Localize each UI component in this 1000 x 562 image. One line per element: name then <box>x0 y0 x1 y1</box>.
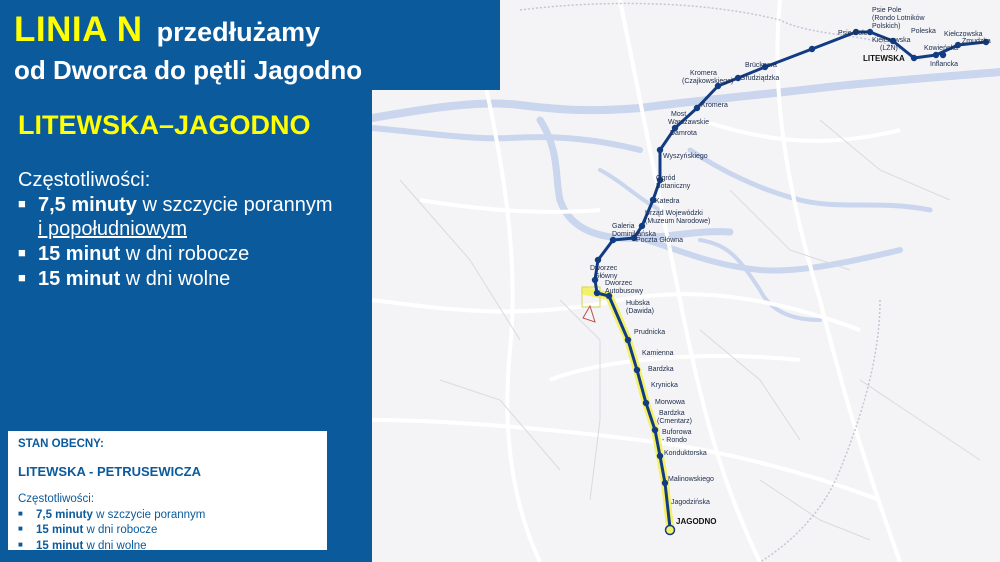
stop-marker <box>595 257 601 263</box>
label-polesha: Poleska <box>911 28 936 35</box>
label-most-warszawskie: Most Warszawskie <box>668 111 709 126</box>
label-hubska: Hubska (Dawida) <box>626 300 655 315</box>
label-kromera: Kromera <box>701 102 728 109</box>
label-dworzec-glowny: Dworzec Główny <box>590 265 618 280</box>
label-krynicka: Krynicka <box>651 382 678 389</box>
label-psie-pole-rondo: Psie Pole (Rondo Lotników Polskich) <box>872 7 925 30</box>
label-brucknera: Brücknera <box>745 62 777 69</box>
current-frequency-item: ■ 15 minut w dni wolne <box>18 539 147 552</box>
terminus-marker <box>666 526 675 535</box>
stop-marker <box>594 290 600 296</box>
label-jagodno: JAGODNO <box>676 517 717 526</box>
bullet-icon: ■ <box>18 245 26 260</box>
label-inflancka: Inflancka <box>930 61 959 68</box>
label-prudnicka: Prudnicka <box>634 329 666 336</box>
label-grudziadzka: Grudziądzka <box>740 75 780 82</box>
label-ogrod-botaniczny: Ogród Botaniczny <box>656 175 691 190</box>
label-bardzka: Bardzka <box>648 366 674 373</box>
current-frequency-item: ■ 7,5 minuty w szczycie porannym <box>18 508 206 521</box>
label-galeria-dominikanska: Galeria Dominikańska <box>612 223 656 238</box>
route-name: LITEWSKA–JAGODNO <box>18 110 311 140</box>
label-dworzec-autobusowy: Dworzec Autobusowy <box>605 280 644 295</box>
title-tail: przedłużamy <box>156 17 321 47</box>
label-urzad-wojewodzki: Urząd Wojewódzki (Muzeum Narodowe) <box>645 210 711 225</box>
stop-marker <box>809 46 815 52</box>
label-zmudzka: Żmudzka <box>962 38 991 45</box>
frequency-item: ■ 15 minut w dni robocze <box>18 243 250 265</box>
label-litewska: LITEWSKA <box>863 54 905 63</box>
current-frequency <box>18 493 205 553</box>
line-name: LINIA N <box>14 10 143 49</box>
bullet-icon: ■ <box>18 539 23 549</box>
label-poczta-glowna: Poczta Główna <box>636 237 684 244</box>
stop-marker <box>933 52 939 58</box>
label-malinowskiego: Malinowskiego <box>668 476 714 483</box>
title-subtitle: od Dworca do pętli Jagodno <box>14 55 363 85</box>
label-kowienska: Kowieńska <box>924 45 958 52</box>
label-kielczowska-lzn: Kiełczowska (LZN) <box>872 37 911 52</box>
current-frequency-heading: Częstotliwości: <box>18 493 95 505</box>
title <box>14 10 494 50</box>
bullet-icon: ■ <box>18 524 23 533</box>
label-jagodzinska: Jagodzińska <box>671 499 710 506</box>
label-kielczowska: Kiełczowska <box>944 31 983 38</box>
stop-marker <box>634 367 640 373</box>
stop-marker <box>940 52 946 58</box>
label-wyszynskiego: Wyszyńskiego <box>663 153 708 160</box>
frequency-block <box>18 168 373 291</box>
frequency-heading: Częstotliwości: <box>18 169 151 191</box>
current-frequency-item: ■ 15 minut w dni robocze <box>18 524 158 536</box>
label-kamienna: Kamienna <box>642 350 674 357</box>
label-katedra: Katedra <box>655 198 680 205</box>
label-psie-pole: Psie Pole <box>838 30 868 37</box>
current-state-box <box>8 431 327 550</box>
label-damrota: Damrota <box>670 130 697 137</box>
stop-marker <box>911 55 917 61</box>
label-buforowa-rondo: Buforowa - Rondo <box>662 429 692 444</box>
stop-marker <box>657 453 663 459</box>
stop-marker <box>625 337 631 343</box>
label-morwowa: Morwowa <box>655 399 685 406</box>
stop-marker <box>694 105 700 111</box>
current-route: LITEWSKA - PETRUSEWICZA <box>18 464 201 479</box>
stop-marker <box>643 400 649 406</box>
current-heading: STAN OBECNY: <box>18 438 104 450</box>
label-kromera-czajkowskiego: Kromera (Czajkowskiego) <box>682 70 734 85</box>
frequency-item: ■ 7,5 minuty w szczycie porannym <box>18 194 333 216</box>
bullet-icon: ■ <box>18 196 26 211</box>
label-konduktorska: Konduktorska <box>664 450 707 457</box>
stop-marker <box>652 427 658 433</box>
frequency-item-continuation: i popołudniowym <box>38 218 187 240</box>
bullet-icon: ■ <box>18 270 26 285</box>
frequency-item: ■ 15 minut w dni wolne <box>18 268 231 290</box>
label-bardzka-cmentarz: Bardzka (Cmentarz) <box>657 410 693 425</box>
bullet-icon: ■ <box>18 508 23 518</box>
